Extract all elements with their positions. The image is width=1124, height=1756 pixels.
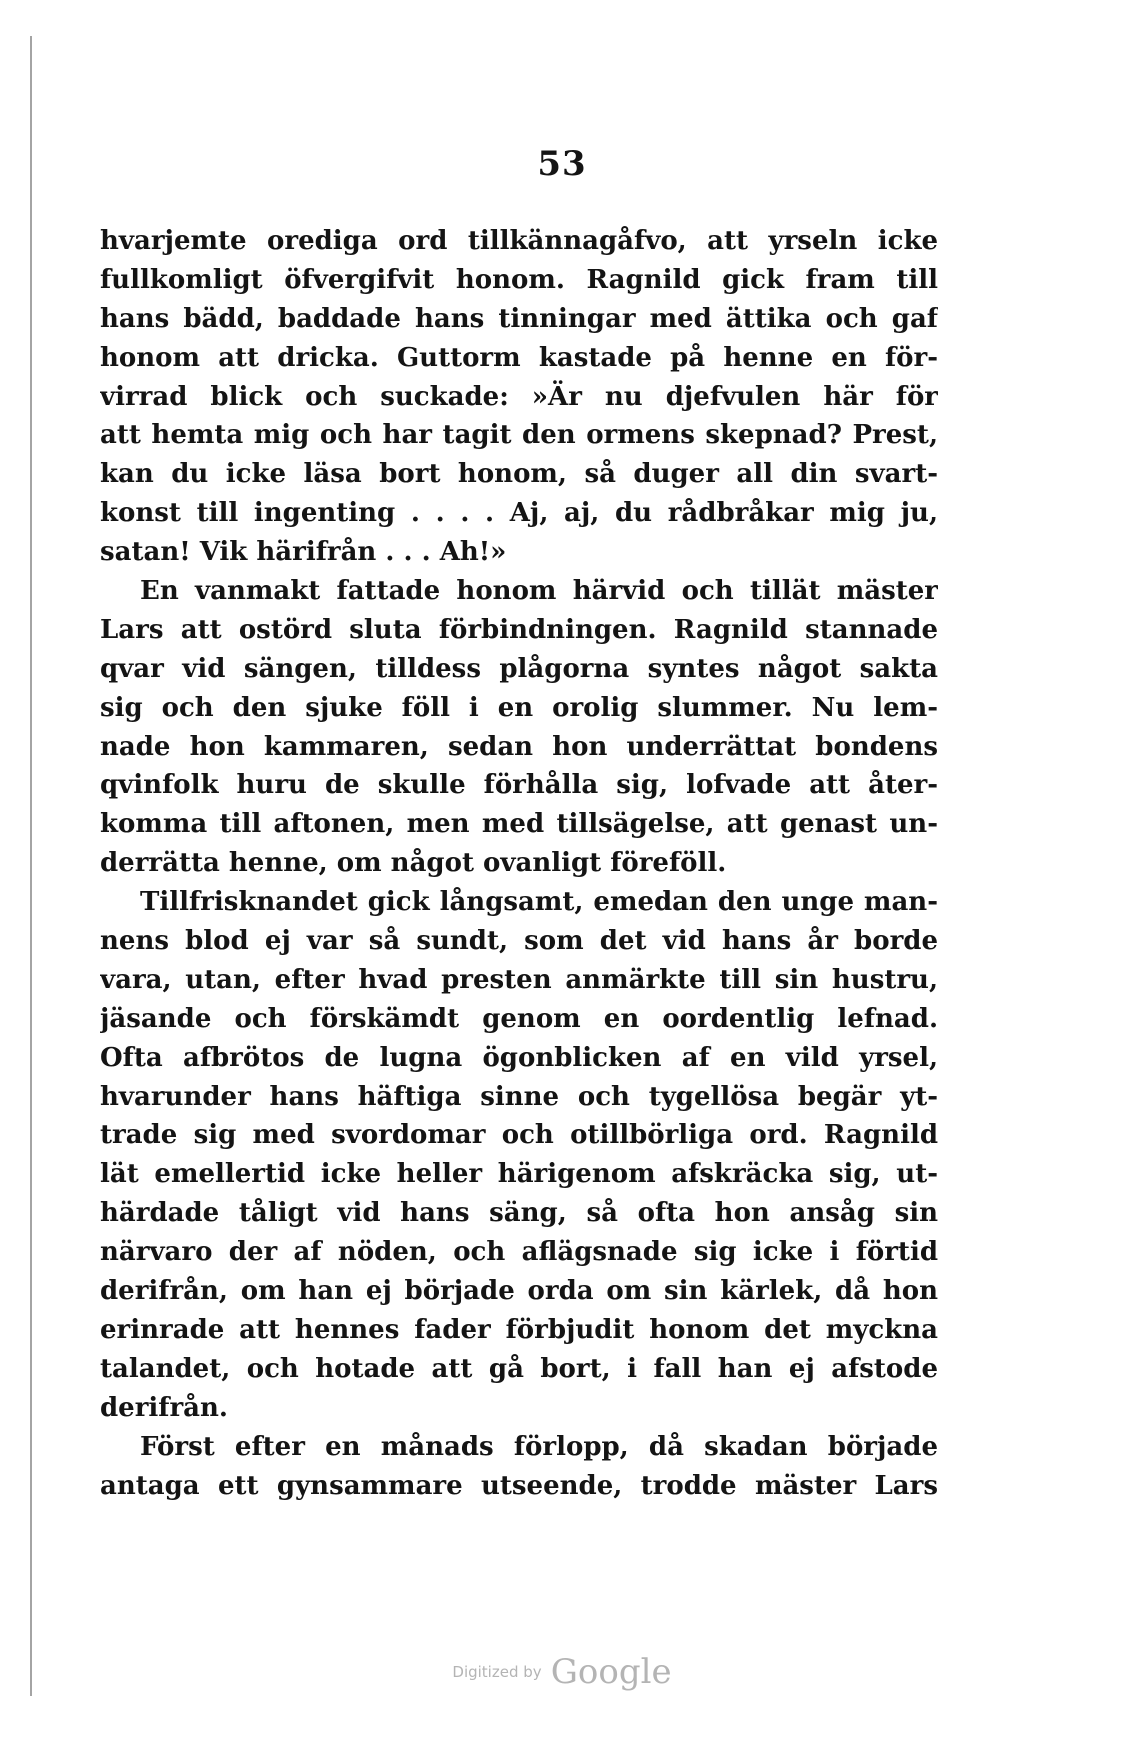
google-logo: Google <box>550 1652 672 1692</box>
text-line: derifrån. <box>100 1392 228 1423</box>
text-line: komma till aftonen, men med tillsägelse, att genast un- <box>100 809 938 840</box>
text-line: Ofta afbrötos de lugna ögonblicken af en vild yrsel, <box>100 1042 938 1073</box>
text-line: lät emellertid icke heller härigenom afskräcka sig, ut- <box>100 1159 938 1190</box>
text-line: virrad blick och suckade: »Är nu djefvulen här för <box>100 381 938 412</box>
text-line: qvinfolk huru de skulle förhålla sig, lofvade att åter- <box>100 770 938 801</box>
text-line: derifrån, om han ej började orda om sin kärlek, då hon <box>100 1276 938 1307</box>
digitized-by-google-watermark <box>0 1652 1124 1692</box>
body-text <box>100 222 938 1505</box>
text-line: att hemta mig och har tagit den ormens skepnad? Prest, <box>100 420 938 451</box>
text-line: En vanmakt fattade honom härvid och tillät mäster <box>140 576 938 607</box>
text-line: talandet, och hotade att gå bort, i fall han ej afstode <box>100 1353 938 1384</box>
text-line: Först efter en månads förlopp, då skadan började <box>140 1431 938 1462</box>
text-line: nens blod ej var så sundt, som det vid hans år borde <box>100 926 938 957</box>
text-line: Tillfrisknandet gick långsamt, emedan den unge man- <box>140 887 938 918</box>
text-line: Lars att ostörd sluta förbindningen. Ragnild stannade <box>100 614 938 645</box>
text-line: hans bädd, baddade hans tinningar med ättika och gaf <box>100 303 938 334</box>
text-line: hvarunder hans häftiga sinne och tygellösa begär yt- <box>100 1081 938 1112</box>
text-line: närvaro der af nöden, och aflägsnade sig icke i förtid <box>100 1237 938 1268</box>
text-line: konst till ingenting . . . . Aj, aj, du rådbråkar mig ju, <box>100 498 938 529</box>
text-line: kan du icke läsa bort honom, så duger all din svart- <box>100 459 938 490</box>
text-line: sig och den sjuke föll i en orolig slummer. Nu lem- <box>100 692 938 723</box>
text-line: satan! Vik härifrån . . . Ah!» <box>100 537 507 568</box>
text-line: honom att dricka. Guttorm kastade på henne en för- <box>100 342 938 373</box>
text-line: fullkomligt öfvergifvit honom. Ragnild gick fram till <box>100 264 938 295</box>
page-edge-rule <box>30 36 32 1696</box>
text-line: trade sig med svordomar och otillbörliga ord. Ragnild <box>100 1120 938 1151</box>
digitized-label: Digitized by <box>452 1663 542 1681</box>
text-line: nade hon kammaren, sedan hon underrättat bondens <box>100 731 938 762</box>
text-line: hvarjemte oredigа ord tillkännagåfvo, att yrseln icke <box>100 226 938 256</box>
text-line: erinrade att hennes fader förbjudit honom det myckna <box>100 1314 938 1345</box>
text-line: derrätta henne, om något ovanligt föreföll. <box>100 848 727 879</box>
text-line: qvar vid sängen, tilldess plågorna syntes något sakta <box>100 653 938 684</box>
text-line: jäsande och förskämdt genom en oordentlig lefnad. <box>100 1003 938 1034</box>
text-line: antaga ett gynsammare utseende, trodde mäster Lars <box>100 1470 938 1501</box>
page-number: 53 <box>537 144 587 184</box>
text-line: vara, utan, efter hvad presten anmärkte till sin hustru, <box>100 964 938 995</box>
text-line: härdade tåligt vid hans säng, så ofta hon ansåg sin <box>100 1198 938 1229</box>
